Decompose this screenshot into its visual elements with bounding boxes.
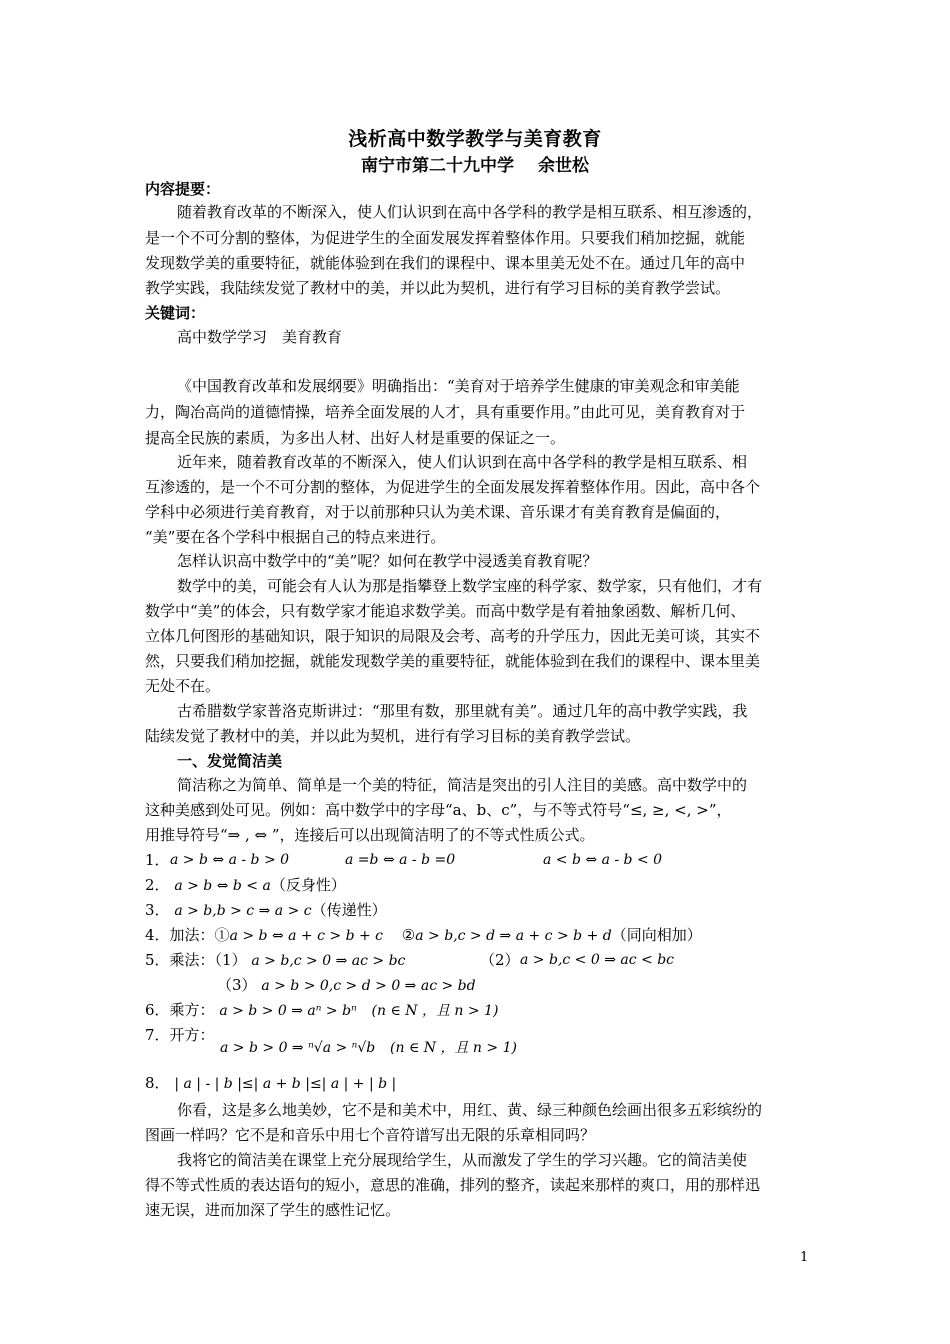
- body-line: 这种美感到处可见。例如：高中数学中的字母“a、b、c”，与不等式符号“≤, ≥, <, >”，: [145, 801, 732, 819]
- formula: a > b,c > d ⇒ a + c > b + d: [415, 928, 612, 944]
- body-line: 速无误，进而加深了学生的感性记忆。: [145, 1201, 401, 1219]
- body-line: 然，只要我们稍加挖掘，就能发现数学美的重要特征，就能体验到在我们的课程中、课本里美: [145, 652, 761, 670]
- body-line: 图画一样吗？它不是和音乐中用七个音符谱写出无限的乐章相同吗？: [145, 1126, 596, 1144]
- formula-number: 1．: [145, 851, 170, 869]
- formula-number: 2．: [145, 876, 170, 894]
- body-line: 数学中的美，可能会有人认为那是指攀登上数学宝座的科学家、数学家，只有他们，才有: [177, 577, 763, 595]
- formula: a > b > 0,c > d > 0 ⇒ ac > bd: [261, 978, 476, 994]
- body-line: 陆续发觉了教材中的美，并以此为契机，进行有学习目标的美育教学尝试。: [145, 727, 641, 745]
- formula-row-4: [145, 925, 810, 946]
- body-line: 你看，这是多么地美妙，它不是和美术中，用红、黄、绿三种颜色绘画出很多五彩缤纷的: [177, 1101, 763, 1119]
- formula-index: ①: [214, 926, 230, 944]
- formula: a > b > 0 ⇒ ⁿ√a > ⁿ√b: [220, 1040, 376, 1056]
- abstract-line: 教学实践，我陆续发觉了教材中的美，并以此为契机，进行有学习目标的美育教学尝试。: [145, 279, 731, 297]
- formula-condition: (n ∈ N ，且 n > 1): [390, 1040, 517, 1056]
- abstract-label: 内容提要：: [145, 180, 221, 198]
- body-line: 提高全民族的素质，为多出人材、出好人材是重要的保证之一。: [145, 429, 566, 447]
- formula: a > b,c < 0 ⇒ ac < bc: [520, 952, 675, 968]
- formula-row-2: [145, 875, 810, 896]
- body-line: 简洁称之为简单、简单是一个美的特征，简洁是突出的引人注目的美感。高中数学中的: [177, 776, 748, 794]
- formula: | a | - | b |≤| a + b |≤| a | + | b |: [174, 1076, 397, 1092]
- body-line: 力，陶冶高尚的道德情操，培养全面发展的人才，具有重要作用。”由此可见，美育教育对于: [145, 403, 746, 421]
- formula: a > b > 0 ⇒ aⁿ > bⁿ: [219, 1003, 357, 1019]
- body-line: 用推导符号“⇒ , ⇔ ”，连接后可以出现简洁明了的不等式性质公式。: [145, 826, 595, 844]
- body-line: 得不等式性质的表达语句的短小，意思的准确，排列的整齐，读起来那样的爽口，用的那样迅: [145, 1176, 761, 1194]
- document-title: 浅析高中数学教学与美育教育: [348, 128, 602, 150]
- formula: a > b ⇔ b < a: [174, 878, 271, 894]
- keywords-label: 关键词：: [145, 304, 206, 322]
- body-line: 学科中必须进行美育教育，对于以前那种只认为美术课、音乐课才有美育教育是偏面的，: [145, 503, 731, 521]
- formula: a < b ⇔ a - b < 0: [543, 852, 663, 868]
- formula: a > b ⇔ a - b > 0: [170, 852, 290, 868]
- formula-number: 7．开方：: [145, 1026, 215, 1044]
- body-line: 古希腊数学家普洛克斯讲过：“那里有数，那里就有美”。通过几年的高中教学实践，我: [177, 702, 748, 720]
- page-number: 1: [800, 1250, 809, 1265]
- formula-row-6: [145, 1000, 810, 1021]
- school-name: 南宁市第二十九中学: [361, 156, 514, 176]
- body-line: 怎样认识高中数学中的“美”呢？如何在教学中浸透美育教育呢？: [177, 552, 598, 570]
- keywords-text: 高中数学学习 美育教育: [177, 328, 343, 346]
- formula-number: 4．加法：: [145, 926, 215, 944]
- abstract-line: 是一个不可分割的整体，为促进学生的全面发展发挥着整体作用。只要我们稍加挖掘，就能: [145, 229, 746, 247]
- body-line: 无处不在。: [145, 677, 221, 695]
- author-name: 余世松: [538, 156, 589, 176]
- formula-note: （传递性）: [311, 901, 387, 919]
- formula-number: 3．: [145, 901, 170, 919]
- formula: a =b ⇔ a - b =0: [345, 852, 456, 868]
- body-line: 近年来，随着教育改革的不断深入，使人们认识到在高中各学科的教学是相互联系、相: [177, 453, 748, 471]
- formula-index: （1）: [214, 951, 247, 969]
- abstract-line: 随着教育改革的不断深入，使人们认识到在高中各学科的教学是相互联系、相互渗透的，: [177, 203, 763, 221]
- document-subtitle: [0, 151, 950, 176]
- formula: a > b,c > 0 ⇒ ac > bc: [251, 953, 406, 969]
- body-line: 《中国教育改革和发展纲要》明确指出：“美育对于培养学生健康的审美观念和审美能: [177, 377, 740, 395]
- formula: a > b ⇔ a + c > b + c: [229, 928, 384, 944]
- body-line: 立体几何图形的基础知识，限于知识的局限及会考、高考的升学压力，因此无美可谈，其实不: [145, 627, 761, 645]
- formula-row-3: [145, 900, 810, 921]
- formula-row-5: [145, 950, 810, 971]
- formula-index: ②: [401, 926, 416, 944]
- section-heading: 一、发觉简洁美: [177, 752, 283, 770]
- body-line: 数学中“美”的体会，只有数学家才能追求数学美。而高中数学是有着抽象函数、解析几何、: [145, 602, 746, 620]
- formula-row-8: [145, 1073, 810, 1094]
- formula: a > b,b > c ⇒ a > c: [174, 903, 312, 919]
- body-line: “美”要在各个学科中根据自己的特点来进行。: [145, 528, 446, 546]
- formula-note: （反身性）: [270, 876, 346, 894]
- formula-row-5c: [217, 975, 777, 996]
- body-line: 互渗透的，是一个不可分割的整体，为促进学生的全面发展发挥着整体作用。因此，高中各个: [145, 478, 761, 496]
- formula-number: 8．: [145, 1074, 170, 1092]
- formula-number: 5．乘法：: [145, 951, 215, 969]
- formula-condition: (n ∈ N ，且 n > 1): [371, 1003, 499, 1019]
- formula-index: （3）: [217, 976, 257, 994]
- body-line: 我将它的简洁美在课堂上充分展现给学生，从而激发了学生的学习兴趣。它的简洁美使: [177, 1151, 748, 1169]
- formula-row-1: [145, 850, 810, 870]
- formula-note: （同向相加）: [611, 926, 702, 944]
- formula-number: 6．乘方：: [145, 1001, 215, 1019]
- formula-row-7: [220, 1037, 780, 1058]
- abstract-line: 发现数学美的重要特征，就能体验到在我们的课程中、课本里美无处不在。通过几年的高中: [145, 254, 746, 272]
- formula-index: （2）: [480, 951, 520, 969]
